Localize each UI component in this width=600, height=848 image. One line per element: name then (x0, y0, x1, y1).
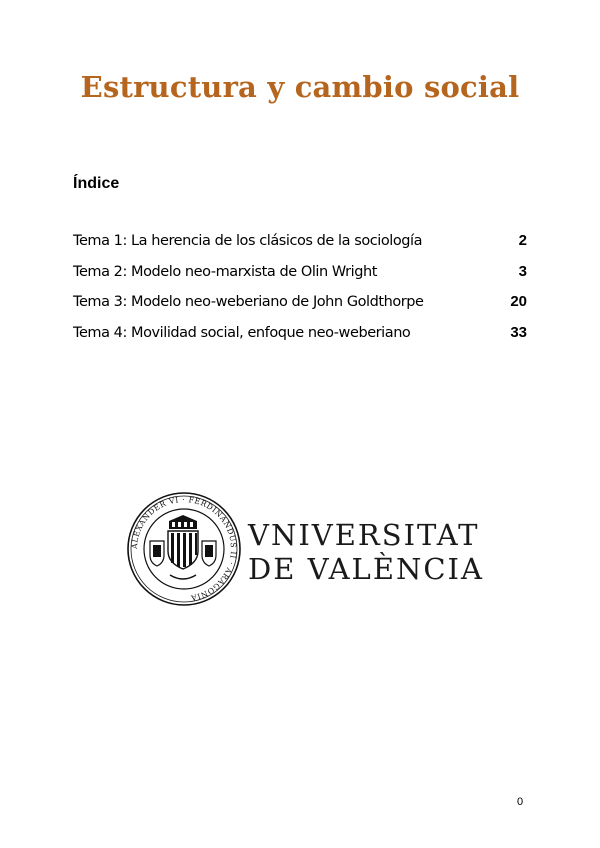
document-title: Estructura y cambio social (80, 70, 520, 104)
crest-icon (150, 515, 216, 579)
toc-heading: Índice (73, 175, 120, 192)
toc-entry-page: 33 (510, 323, 527, 341)
page-number: 0 (517, 796, 524, 808)
wordmark-line-1: VNIVERSITAT (248, 518, 480, 552)
toc-entry (73, 263, 527, 294)
toc-entry (73, 324, 527, 355)
toc-entry-page: 3 (518, 262, 527, 280)
toc-entry (73, 293, 527, 324)
university-wordmark (248, 518, 484, 586)
seal-text: ALEXANDER VI · FERDINANDUS II · ARAGONIA (129, 494, 239, 603)
table-of-contents (73, 232, 527, 354)
toc-entry-label: Tema 3: Modelo neo-weberiano de John Goldthorpe (73, 294, 424, 310)
toc-entry-page: 2 (518, 232, 527, 249)
university-logo (126, 488, 484, 608)
toc-entry-page: 20 (510, 293, 527, 310)
university-seal-icon (126, 491, 242, 607)
toc-entry-label: Tema 2: Modelo neo-marxista de Olin Wright (73, 263, 377, 280)
wordmark-line-2: DE VALÈNCIA (248, 552, 484, 586)
toc-entry (73, 232, 527, 263)
toc-entry-label: Tema 1: La herencia de los clásicos de la sociología (73, 233, 423, 249)
toc-entry-label: Tema 4: Movilidad social, enfoque neo-weberiano (73, 324, 411, 341)
